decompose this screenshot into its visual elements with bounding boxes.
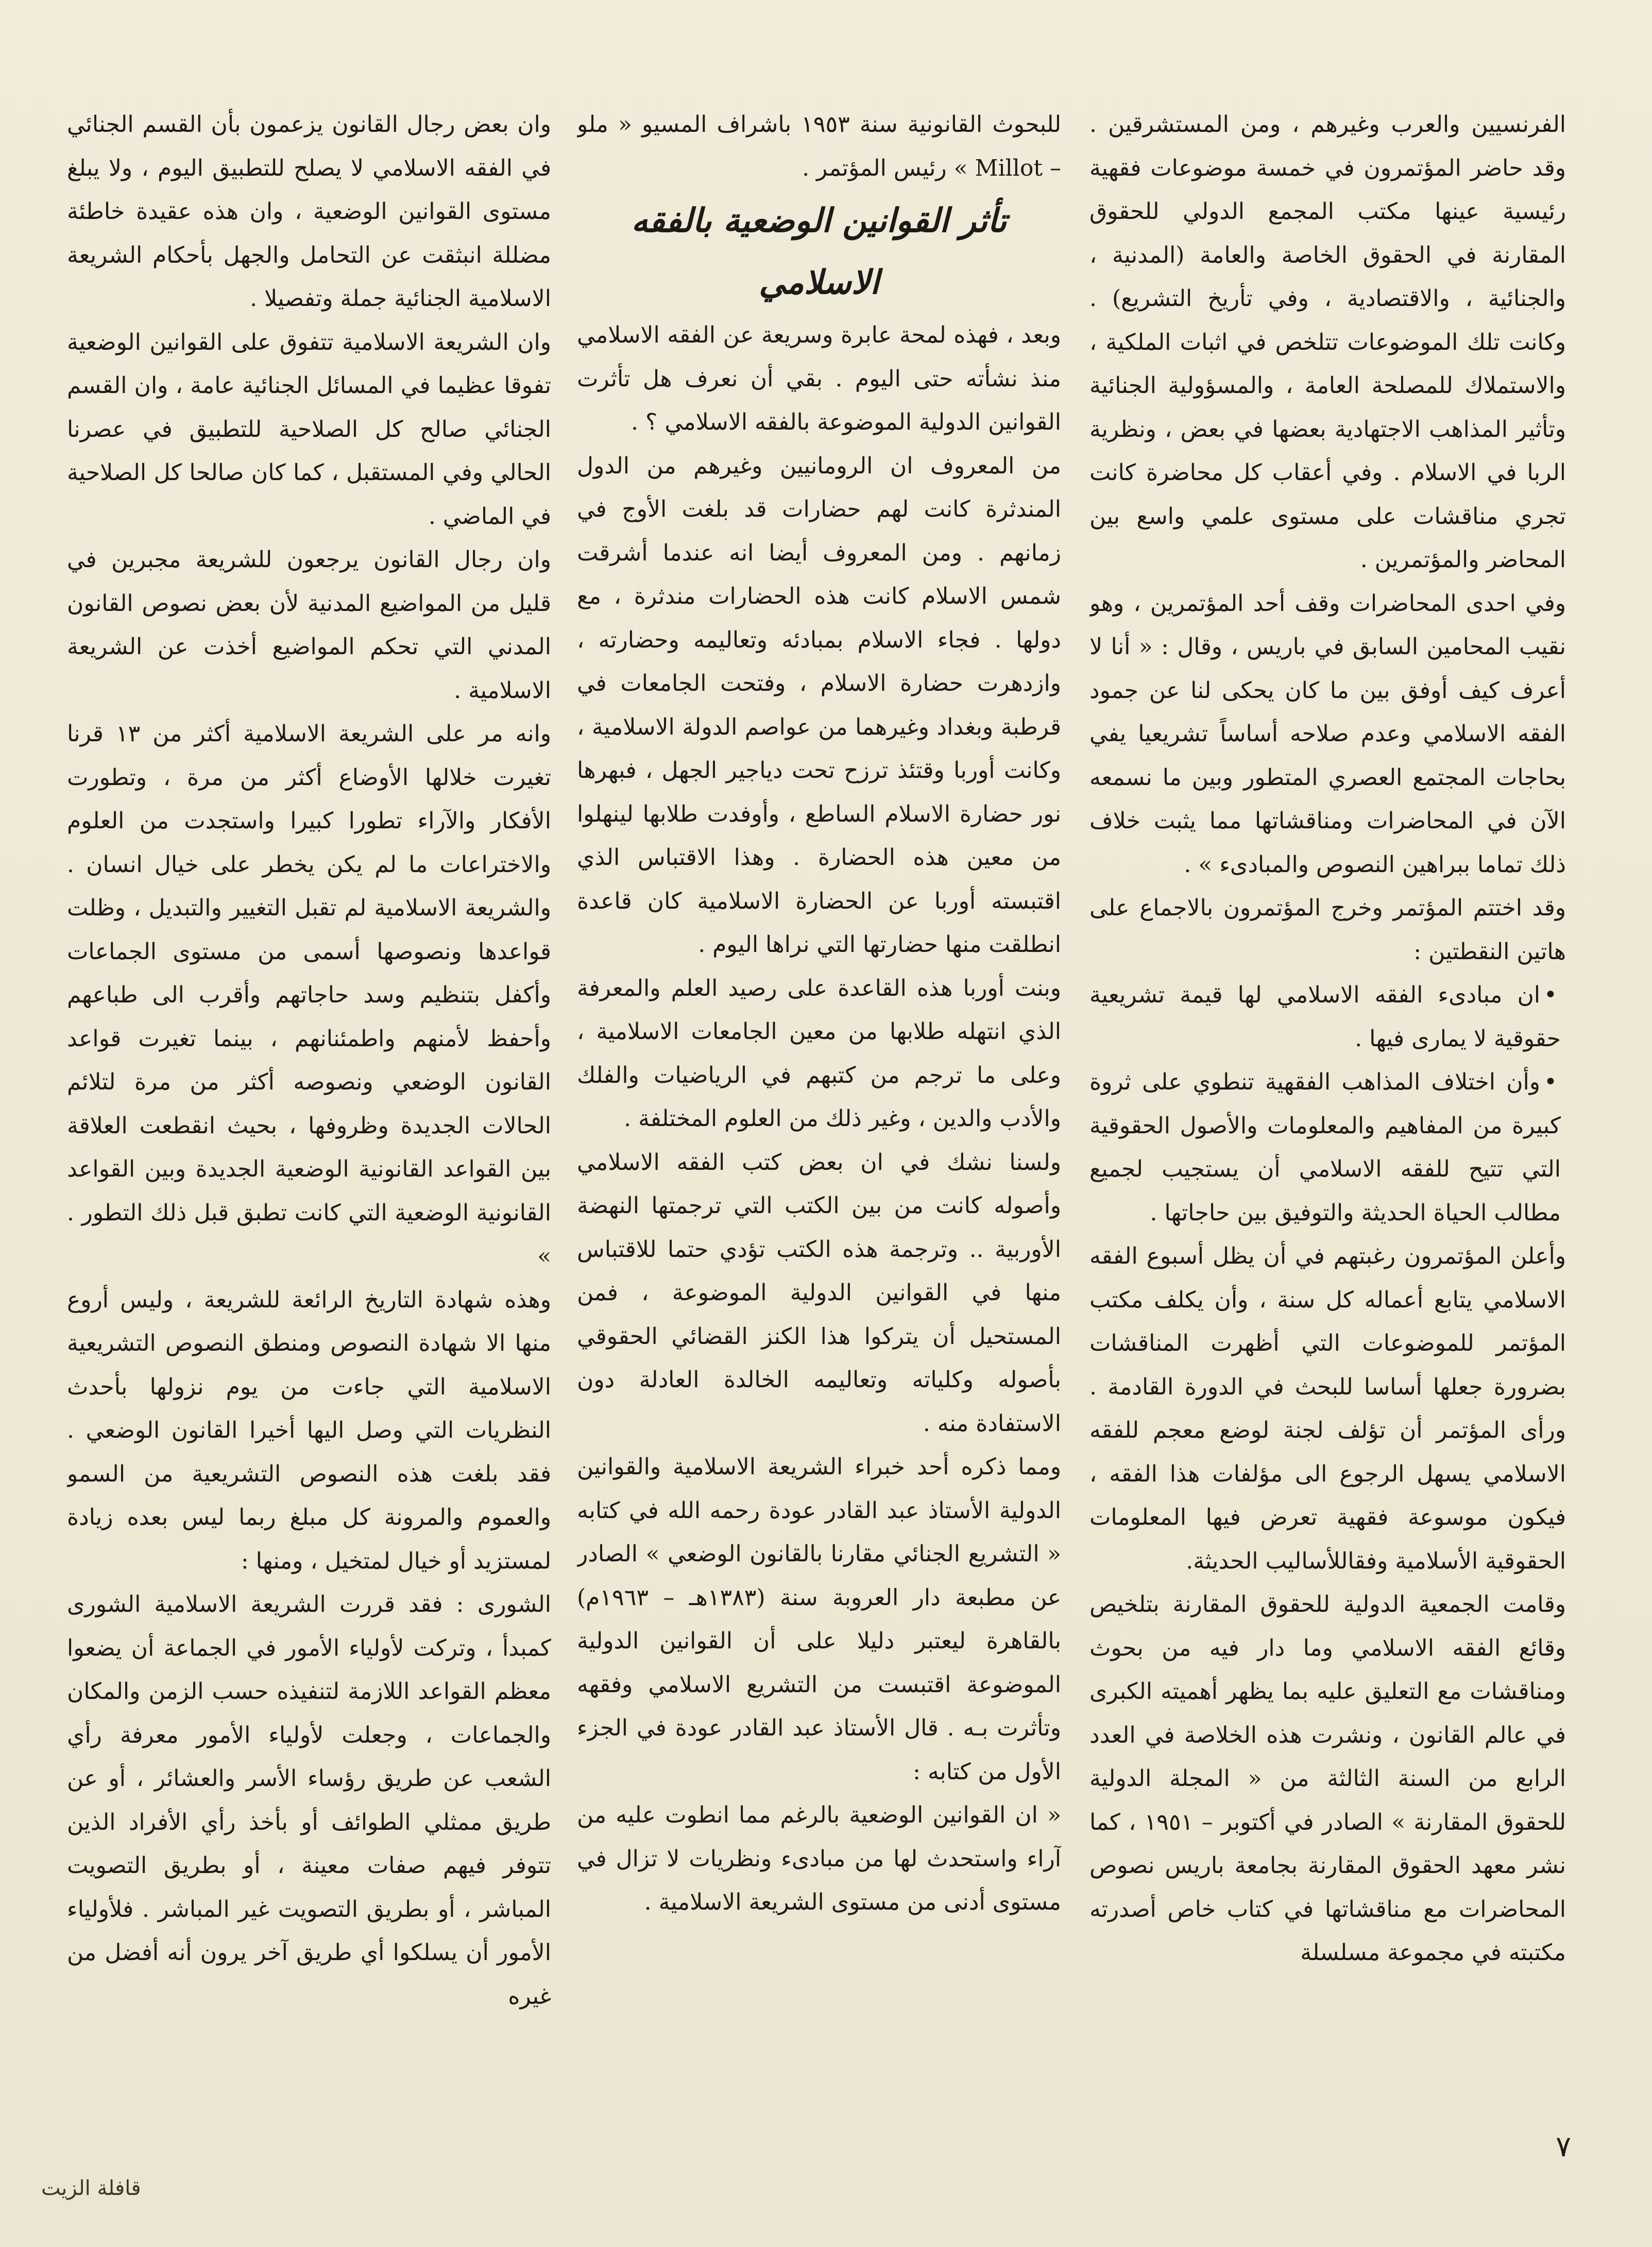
paragraph: وبنت أوربا هذه القاعدة على رصيد العلم والمعرفة الذي انتهله طلابها من معين الجامعات الاسلامية ، وعلى ما ترجم من كتبهم في الرياضيات والفلك والأدب والدين ، وغير ذلك من العلوم المختلفة . [577, 975, 1061, 1132]
paragraph: وان رجال القانون يرجعون للشريعة مجبرين في قليل من المواضيع المدنية لأن بعض نصوص القانون المدني التي تحكم المواضيع أخذت عن الشريعة الاسلامية . [67, 547, 551, 704]
paragraph: للبحوث القانونية سنة ١٩٥٣ باشراف المسيو « ملو – Millot » رئيس المؤتمر . [577, 111, 1061, 181]
column-right [1089, 103, 1566, 2062]
section-heading: تأثر القوانين الوضعية بالفقه الاسلامي [631, 201, 1007, 302]
bullet-item [1089, 974, 1566, 1061]
paragraph: وان الشريعة الاسلامية تتفوق على القوانين الوضعية تفوقا عظيما في المسائل الجنائية عامة ، وان القسم الجنائي صالح كل الصلاحية للتطبيق في عصرنا الحالي وفي المستقبل ، كما كان صالحا كل الصلاحية في الماضي . [67, 329, 551, 530]
bullet-icon: • [1544, 1069, 1557, 1095]
bullet-icon: • [1544, 982, 1557, 1008]
column-middle [577, 103, 1061, 2062]
paragraph: الشورى : فقد قررت الشريعة الاسلامية الشورى كمبدأ ، وتركت لأولياء الأمور في الجماعة أن يضعوا معظم القواعد اللازمة لتنفيذه حسب الزمن والمكان والجماعات ، وجعلت لأولياء الأمور معرفة رأي الشعب عن طريق رؤساء الأسر والعشائر ، أو عن طريق ممثلي الطوائف أو بأخذ رأي الأفراد الذين تتوفر فيهم صفات معينة ، أو بطريق التصويت المباشر ، أو بطريق التصويت غير المباشر . فلأولياء الأمور أن يسلكوا أي طريق آخر يرون أنه أفضل من غيره [67, 1591, 551, 2010]
bullet-text: ان مبادىء الفقه الاسلامي لها قيمة تشريعية حقوقية لا يمارى فيها . [1089, 982, 1561, 1052]
page-number: ٧ [1555, 2130, 1572, 2164]
paragraph: وقد اختتم المؤتمر وخرج المؤتمرون بالاجماع على هاتين النقطتين : [1089, 895, 1566, 965]
paragraph: وفي احدى المحاضرات وقف أحد المؤتمرين ، وهو نقيب المحامين السابق في باريس ، وقال : « أنا لا أعرف كيف أوفق بين ما كان يحكى لنا عن جمود الفقه الاسلامي وعدم صلاحه أساساً تشريعيا يفي بحاجات المجتمع العصري المتطور وبين ما نسمعه الآن في المحاضرات ومناقشاتها مما يثبت خلاف ذلك تماما ببراهين النصوص والمبادىء » . [1089, 590, 1566, 878]
paragraph: الفرنسيين والعرب وغيرهم ، ومن المستشرقين . وقد حاضر المؤتمرون في خمسة موضوعات فقهية رئيسية عينها مكتب المجمع الدولي للحقوق المقارنة في الحقوق الخاصة والعامة (المدنية ، والجنائية ، والاقتصادية ، وفي تأريخ التشريع) . وكانت تلك الموضوعات تتلخص في اثبات الملكية ، والاستملاك للمصلحة العامة ، والمسؤولية الجنائية وتأثير المذاهب الاجتهادية بعضها في بعض ، ونظرية الربا في الاسلام . وفي أعقاب كل محاضرة كانت تجري مناقشات على مستوى علمي واسع بين المحاضر والمؤتمرين . [1089, 111, 1566, 573]
quote-paragraph: « ان القوانين الوضعية بالرغم مما انطوت عليه من آراء واستحدث لها من مبادىء ونظريات لا تزال في مستوى أدنى من مستوى الشريعة الاسلامية . [577, 1802, 1061, 1915]
paragraph: وقامت الجمعية الدولية للحقوق المقارنة بتلخيص وقائع الفقه الاسلامي وما دار فيه من بحوث ومناقشات مع التعليق عليه بما يظهر أهميته الكبرى في عالم القانون ، ونشرت هذه الخلاصة في العدد الرابع من السنة الثالثة من « المجلة الدولية للحقوق المقارنة » الصادر في أكتوبر – ١٩٥١ ، كما نشر معهد الحقوق المقارنة بجامعة باريس نصوص المحاضرات مع مناقشاتها في كتاب خاص أصدرته مكتبته في مجموعة مسلسلة [1089, 1591, 1566, 1966]
paragraph: وانه مر على الشريعة الاسلامية أكثر من ١٣ قرنا تغيرت خلالها الأوضاع أكثر من مرة ، وتطورت الأفكار والآراء تطورا كبيرا واستجدت من العلوم والاختراعات ما لم يكن يخطر على خيال انسان . والشريعة الاسلامية لم تقبل التغيير والتبديل ، وظلت قواعدها ونصوصها أسمى من مستوى الجماعات وأكفل بتنظيم وسد حاجاتهم وأقرب الى طباعهم وأحفظ لأمنهم واطمئنانهم ، بينما تغيرت قواعد القانون الوضعي ونصوصه أكثر من مرة لتلائم الحالات الجديدة وظروفها ، بحيث انقطعت العلاقة بين القواعد القانونية الوضعية الجديدة وبين القواعد القانونية الوضعية التي كانت تطبق قبل ذلك التطور . » [67, 721, 551, 1269]
paragraph: ومما ذكره أحد خبراء الشريعة الاسلامية والقوانين الدولية الأستاذ عبد القادر عودة رحمه الله في كتابه « التشريع الجنائي مقارنا بالقانون الوضعي » الصادر عن مطبعة دار العروبة سنة (١٣٨٣هـ – ١٩٦٣م) بالقاهرة ليعتبر دليلا على أن القوانين الدولية الموضوعة اقتبست من التشريع الاسلامي وفقهه وتأثرت بـه . قال الأستاذ عبد القادر عودة في الجزء الأول من كتابه : [577, 1454, 1061, 1785]
paragraph: من المعروف ان الرومانيين وغيرهم من الدول المندثرة كانت لهم حضارات قد بلغت الأوج في زمانهم . ومن المعروف أيضا انه عندما أشرقت شمس الاسلام كانت هذه الحضارات مندثرة ، مع دولها . فجاء الاسلام بمبادئه وتعاليمه وحضارته ، وازدهرت حضارة الاسلام ، وفتحت الجامعات في قرطبة وبغداد وغيرهما من عواصم الدولة الاسلامية ، وكانت أوربا وقتئذ ترزح تحت دياجير الجهل ، فبهرها نور حضارة الاسلام الساطع ، وأوفدت طلابها لينهلوا من معين هذه الحضارة . وهذا الاقتباس الذي اقتبسته أوربا عن الحضارة الاسلامية كان قاعدة انطلقت منها حضارتها التي نراها اليوم . [577, 452, 1061, 958]
paragraph: وان بعض رجال القانون يزعمون بأن القسم الجنائي في الفقه الاسلامي لا يصلح للتطبيق اليوم ، ولا يبلغ مستوى القوانين الوضعية ، وان هذه عقيدة خاطئة مضللة انبثقت عن التحامل والجهل بأحكام الشريعة الاسلامية الجنائية جملة وتفصيلا . [67, 111, 551, 312]
magazine-name: قافلة الزيت [41, 2176, 141, 2200]
paragraph: وهذه شهادة التاريخ الرائعة للشريعة ، وليس أروع منها الا شهادة النصوص ومنطق النصوص التشريعية الاسلامية التي جاءت من يوم نزولها بأحدث النظريات التي وصل اليها أخيرا القانون الوضعي . فقد بلغت هذه النصوص التشريعية من السمو والعموم والمرونة كل مبلغ ربما ليس بعده زيادة لمستزيد أو خيال لمتخيل ، ومنها : [67, 1286, 551, 1574]
paragraph: وأعلن المؤتمرون رغبتهم في أن يظل أسبوع الفقه الاسلامي يتابع أعماله كل سنة ، وأن يكلف مكتب المؤتمر للموضوعات التي أظهرت المناقشات بضرورة جعلها أساسا للبحث في الدورة القادمة . ورأى المؤتمر أن تؤلف لجنة لوضع معجم للفقه الاسلامي يسهل الرجوع الى مؤلفات هذا الفقه ، فيكون موسوعة فقهية تعرض فيها المعلومات الحقوقية الأسلامية وفقاللأساليب الحديثة. [1089, 1243, 1566, 1574]
column-left [67, 103, 551, 2062]
paragraph: ولسنا نشك في ان بعض كتب الفقه الاسلامي وأصوله كانت من بين الكتب التي ترجمتها النهضة الأوربية .. وترجمة هذه الكتب تؤدي حتما للاقتباس منها في القوانين الدولية الموضوعة ، فمن المستحيل أن يتركوا هذا الكنز القضائي الحقوقي بأصوله وكلياته وتعاليمه الخالدة العادلة دون الاستفادة منه . [577, 1149, 1061, 1437]
bullet-item [1089, 1061, 1566, 1235]
paragraph: وبعد ، فهذه لمحة عابرة وسريعة عن الفقه الاسلامي منذ نشأته حتى اليوم . بقي أن نعرف هل تأثرت القوانين الدولية الموضوعة بالفقه الاسلامي ؟ . [577, 322, 1061, 435]
bullet-text: وأن اختلاف المذاهب الفقهية تنطوي على ثروة كبيرة من المفاهيم والمعلومات والأصول الحقوقية التي تتيح للفقه الاسلامي أن يستجيب لجميع مطالب الحياة الحديثة والتوفيق بين حاجاتها . [1089, 1069, 1561, 1226]
